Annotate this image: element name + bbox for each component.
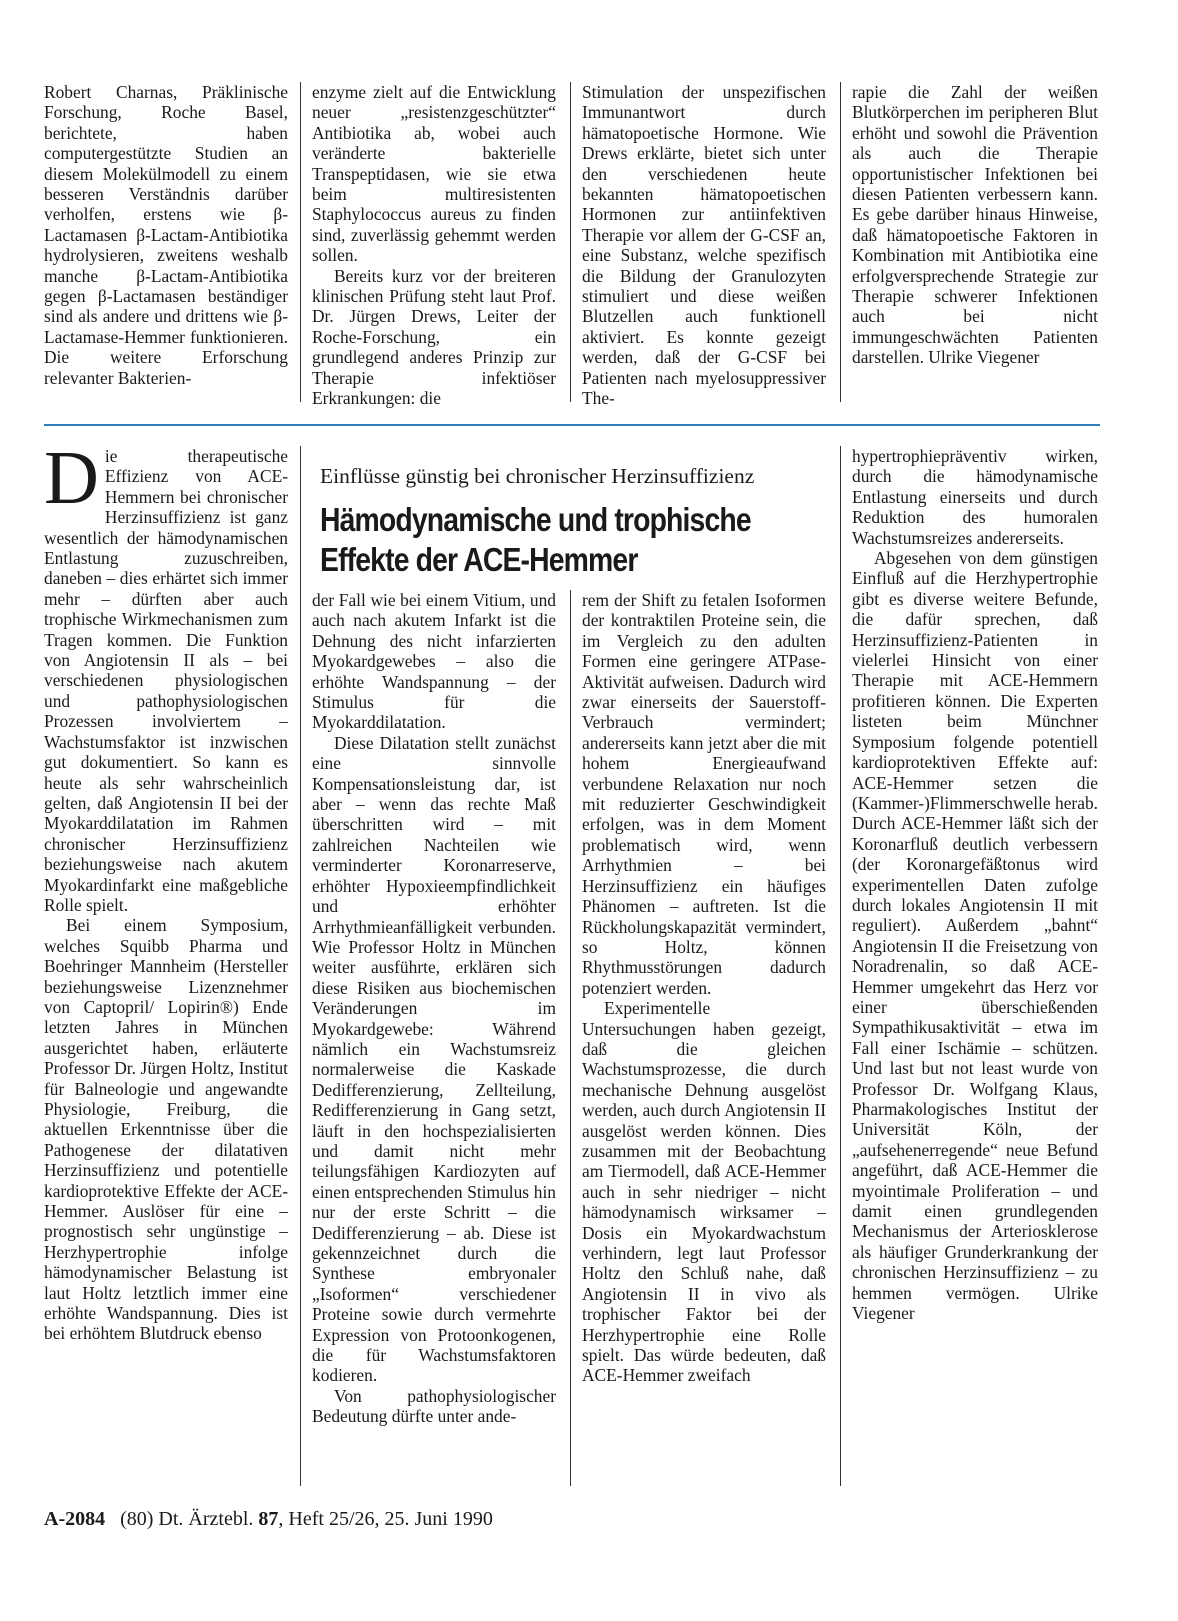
lead-text: ie therapeutische Effizienz von ACE-Hemmern bei chronischer Herzinsuffizienz ist ganz wesentlich der hämodynamischen Entlastung zuzuschreiben, daneben – dies erhärtet sich immer mehr – dürften aber auch trophische Wirkmechanismen zum Tragen kommen. Die Funktion von Angiotensin II als – bei verschiedenen physiologischen und pathophysiologischen Prozessen involviertem – Wachstumsfaktor ist inzwischen gut dokumentiert. So kann es heute als sehr wahrscheinlich gelten, daß Angiotensin II bei der Myokarddilatation im Rahmen chronischer Herzinsuffizienz beziehungsweise nach akutem Myokardinfarkt eine maßgebliche Rolle spielt. [44, 446, 288, 915]
paragraph: Diese Dilatation stellt zunächst eine sinnvolle Kompensationsleistung dar, ist aber – wenn das rechte Maß überschritten wird – mit zahlreichen Nachteilen wie verminderter Koronarreserve, erhöhter Hypoxieempfindlichkeit und erhöhter Arrhythmieanfälligkeit verbunden. Wie Professor Holtz in München weiter ausführte, erklären sich diese Risiken aus biochemischen Veränderungen im Myokardgewebe: Während nämlich ein Wachstumsreiz normalerweise die Kaskade Dedifferenzierung, Zellteilung, Redifferenzierung in Gang setzt, läuft in den hochspezialisierten und damit nicht mehr teilungsfähigen Kardiozyten auf einen entsprechenden Stimulus hin nur der erste Schritt – die Dedifferenzierung – ab. Diese ist gekennzeichnet durch die Synthese embryonaler „Isoformen“ verschiedener Proteine sowie durch vermehrte Expression von Protoonkogenen, die für Wachstumsfaktoren kodieren. [312, 732, 556, 1386]
paragraph: hypertrophiepräventiv wirken, durch die hämodynamische Entlastung einerseits und durch Reduktion des humoralen Wachstumsreizes andererseits. [852, 446, 1098, 548]
article-column-2 [312, 590, 556, 1486]
paragraph: Bereits kurz vor der breiteren klinischen Prüfung steht laut Prof. Dr. Jürgen Drews, Leiter der Roche-Forschung, ein grundlegend anderes Prinzip zur Therapie infektiöser Erkrankungen: die [312, 265, 556, 408]
article-kicker: Einflüsse günstig bei chronischer Herzinsuffizienz [320, 464, 755, 488]
article-column-1 [44, 446, 288, 1486]
paragraph: Experimentelle Untersuchungen haben gezeigt, daß die gleichen Wachstumsprozesse, die durch mechanische Dehnung ausgelöst werden, auch durch Angiotensin II ausgelöst werden können. Dies zusammen mit der Beobachtung am Tiermodell, daß ACE-Hemmer auch in sehr niedriger – nicht hämodynamisch wirksamer – Dosis ein Myokardwachstum verhindern, legt laut Professor Holtz den Schluß nahe, daß Angiotensin II in vivo als trophischer Faktor bei der Herzhypertrophie eine Rolle spielt. Das würde bedeuten, daß ACE-Hemmer zweifach [582, 998, 826, 1386]
paragraph: Abgesehen von dem günstigen Einfluß auf die Herzhypertrophie gibt es diverse weitere Befunde, die dafür sprechen, daß Herzinsuffizienz-Patienten in vielerlei Hinsicht von einer Therapie mit ACE-Hemmern profitieren können. Die Experten listeten beim Münchner Symposium folgende potentiell kardioprotektiven Effekte auf: ACE-Hemmer setzen die (Kammer-)Flimmerschwelle herab. Durch ACE-Hemmer läßt sich der Koronarfluß deutlich verbessern (der Koronargefäßtonus wird experimentellen Daten zufolge durch lokales Angiotensin II mit reguliert). Außerdem „bahnt“ Angiotensin II die Freisetzung von Noradrenalin, so daß ACE-Hemmer umgekehrt das Herz vor einer überschießenden Sympathikusaktivität – etwa im Fall einer Ischämie – schützen. Und last but not least wurde von Professor Dr. Wolfgang Klaus, Pharmakologisches Institut der Universität Köln, der „aufsehenerregende“ neue Befund angeführt, daß ACE-Hemmer die myointimale Proliferation – und damit einen grundlegenden Mechanismus der Arteriosklerose als häufiger Grunderkrankung der chronischen Herzinsuffizienz – zu hemmen vermögen. Ulrike Viegener [852, 548, 1098, 1324]
column-divider [570, 590, 571, 1486]
top-column-3 [582, 82, 826, 408]
lead-paragraph [44, 446, 288, 915]
top-column-4 [852, 82, 1098, 408]
column-divider [300, 446, 301, 1486]
article-headline: Hämodynamische und trophische Effekte der ACE-Hemmer [320, 501, 751, 578]
paragraph: rapie die Zahl der weißen Blutkörperchen im peripheren Blut erhöht und sowohl die Prävention als auch die Therapie opportunistischer Infektionen bei diesen Patienten verbessern kann. Es gebe darüber hinaus Hinweise, daß hämatopoetische Faktoren in Kombination mit Antibiotika eine erfolgversprechende Strategie zur Therapie schwerer Infektionen auch bei nicht immungeschwächten Patienten darstellen. Ulrike Viegener [852, 82, 1098, 368]
column-divider [840, 82, 841, 402]
paragraph: Von pathophysiologischer Bedeutung dürfte unter ande- [312, 1385, 556, 1427]
paragraph: Stimulation der unspezifischen Immunantwort durch hämatopoetische Hormone. Wie Drews erklärte, bietet sich unter den verschiedenen heute bekannten hämatopoetischen Hormonen zur antiinfektiven Therapie vor allem der G-CSF an, eine Substanz, welche spezifisch die Bildung der Granulozyten stimuliert und diese weißen Blutzellen auch funktionell aktiviert. Es konnte gezeigt werden, daß der G-CSF bei Patienten nach myelosuppressiver The- [582, 82, 826, 408]
footer-journal: (80) Dt. Ärztebl. [120, 1508, 254, 1530]
page-number: A-2084 [44, 1508, 106, 1530]
article-column-3 [582, 590, 826, 1486]
column-divider [570, 82, 571, 402]
column-divider [300, 82, 301, 402]
paragraph: Robert Charnas, Präklinische Forschung, Roche Basel, berichtete, haben computergestützte Studien an diesem Molekülmodell zu einem besseren Verständnis darüber verholfen, erstens wie β-Lactamasen β-Lactam-Antibiotika hydrolysieren, zweitens weshalb manche β-Lactam-Antibiotika gegen β-Lactamasen beständiger sind als andere und drittens wie β-Lactamase-Hemmer funktionieren. Die weitere Erforschung relevanter Bakterien- [44, 82, 288, 388]
paragraph: rem der Shift zu fetalen Isoformen der kontraktilen Proteine sein, die im Vergleich zu den adulten Formen eine geringere ATPase-Aktivität aufweisen. Dadurch wird zwar einerseits der Sauerstoff-Verbrauch vermindert; andererseits kann jetzt aber die mit hohem Energieaufwand verbundene Relaxation nur noch mit reduzierter Geschwindigkeit erfolgen, was in dem Moment problematisch wird, wenn Arrhythmien – bei Herzinsuffizienz ein häufiges Phänomen – auftreten. Ist die Rückholungskapazität vermindert, so Holtz, können Rhythmusstörungen dadurch potenziert werden. [582, 590, 826, 998]
page-footer [44, 1508, 493, 1531]
paragraph: enzyme zielt auf die Entwicklung neuer „resistenzgeschützter“ Antibiotika ab, wobei auch veränderte bakterielle Transpeptidasen, wie sie etwa beim multiresistenten Staphylococcus aureus zu finden sind, zuverlässig gehemmt werden sollen. [312, 82, 556, 266]
top-column-1 [44, 82, 288, 408]
section-divider [44, 424, 1100, 426]
paragraph: Bei einem Symposium, welches Squibb Pharma und Boehringer Mannheim (Hersteller beziehungsweise Lizenznehmer von Captopril/ Lopirin®) Ende letzten Jahres in München ausgerichtet haben, erläuterte Professor Dr. Jürgen Holtz, Institut für Balneologie und angewandte Physiologie, Freiburg, die aktuellen Erkenntnisse über die Pathogenese der dilatativen Herzinsuffizienz und potentielle kardioprotektive Effekte der ACE-Hemmer. Auslöser für eine – prognostisch sehr ungünstige – Herzhypertrophie infolge hämodynamischer Belastung ist laut Holtz letztlich immer eine erhöhte Wandspannung. Dies ist bei erhöhtem Blutdruck ebenso [44, 915, 288, 1344]
drop-cap: D [44, 446, 99, 520]
article-column-4 [852, 446, 1098, 1486]
paragraph: der Fall wie bei einem Vitium, und auch nach akutem Infarkt ist die Dehnung des nicht infarzierten Myokardgewebes – also die erhöhte Wandspannung – der Stimulus für die Myokarddilatation. [312, 590, 556, 733]
top-column-2 [312, 82, 556, 408]
column-divider [840, 446, 841, 1486]
footer-volume: 87 [258, 1508, 279, 1530]
footer-issue: , Heft 25/26, 25. Juni 1990 [278, 1508, 493, 1530]
